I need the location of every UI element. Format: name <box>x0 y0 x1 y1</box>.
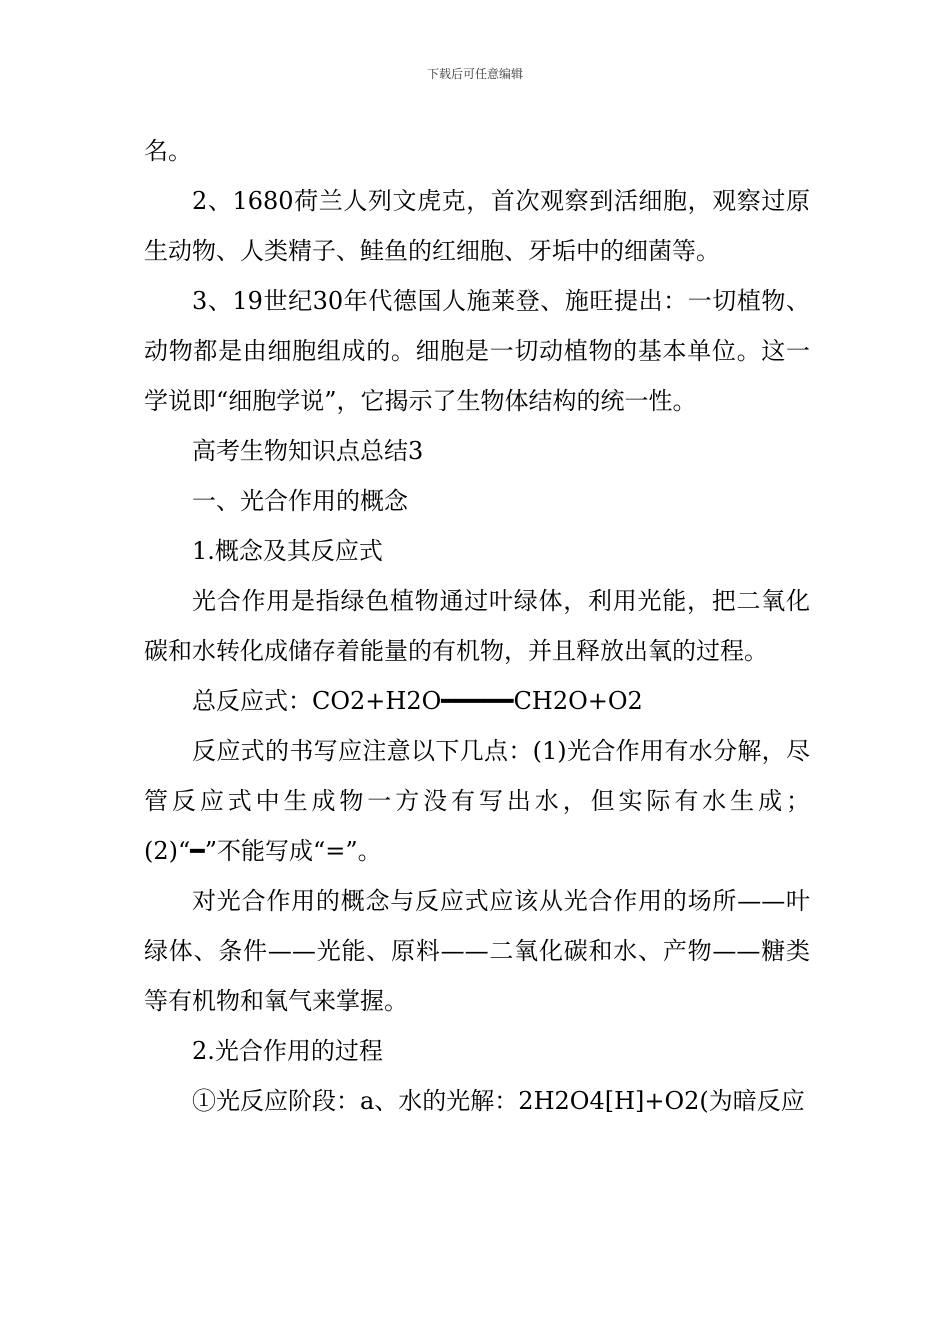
paragraph-definition: 光合作用是指绿色植物通过叶绿体，利用光能，把二氧化碳和水转化成储存着能量的有机物，并且释放出氧的过程。 <box>144 587 810 665</box>
paragraph-leeuwenhoek: 2、1680荷兰人列文虎克，首次观察到活细胞，观察过原生动物、人类精子、鲑鱼的红细胞、牙垢中的细菌等。 <box>144 187 810 265</box>
paragraph-light-reaction: ①光反应阶段：a、水的光解：2H2O4[H]+O2(为暗反应 <box>192 1087 805 1115</box>
paragraph-cell-theory: 3、19世纪30年代德国人施莱登、施旺提出：一切植物、动物都是由细胞组成的。细胞是一切动植物的基本单位。这一学说即“细胞学说”，它揭示了生物体结构的统一性。 <box>144 287 810 415</box>
paragraph-equation-notes: 反应式的书写应注意以下几点：(1)光合作用有水分解，尽管反应式中生成物一方没有写出水，但实际有水生成；(2)“━”不能写成“=”。 <box>144 737 810 865</box>
subheading-process: 2.光合作用的过程 <box>192 1037 383 1065</box>
section-title: 高考生物知识点总结3 <box>192 437 424 465</box>
page-header: 下载后可任意编辑 <box>426 67 523 81</box>
paragraph-continuation: 名。 <box>144 137 192 165</box>
paragraph-total-equation: 总反应式：CO2+H2O━━━━━CH2O+O2 <box>192 687 643 715</box>
subheading-concept-equation: 1.概念及其反应式 <box>192 537 383 565</box>
paragraph-understanding: 对光合作用的概念与反应式应该从光合作用的场所——叶绿体、条件——光能、原料——二氧化碳和水、产物——糖类等有机物和氧气来掌握。 <box>144 887 810 1015</box>
document-body <box>144 126 810 1126</box>
heading-photosynthesis-concept: 一、光合作用的概念 <box>192 487 408 515</box>
